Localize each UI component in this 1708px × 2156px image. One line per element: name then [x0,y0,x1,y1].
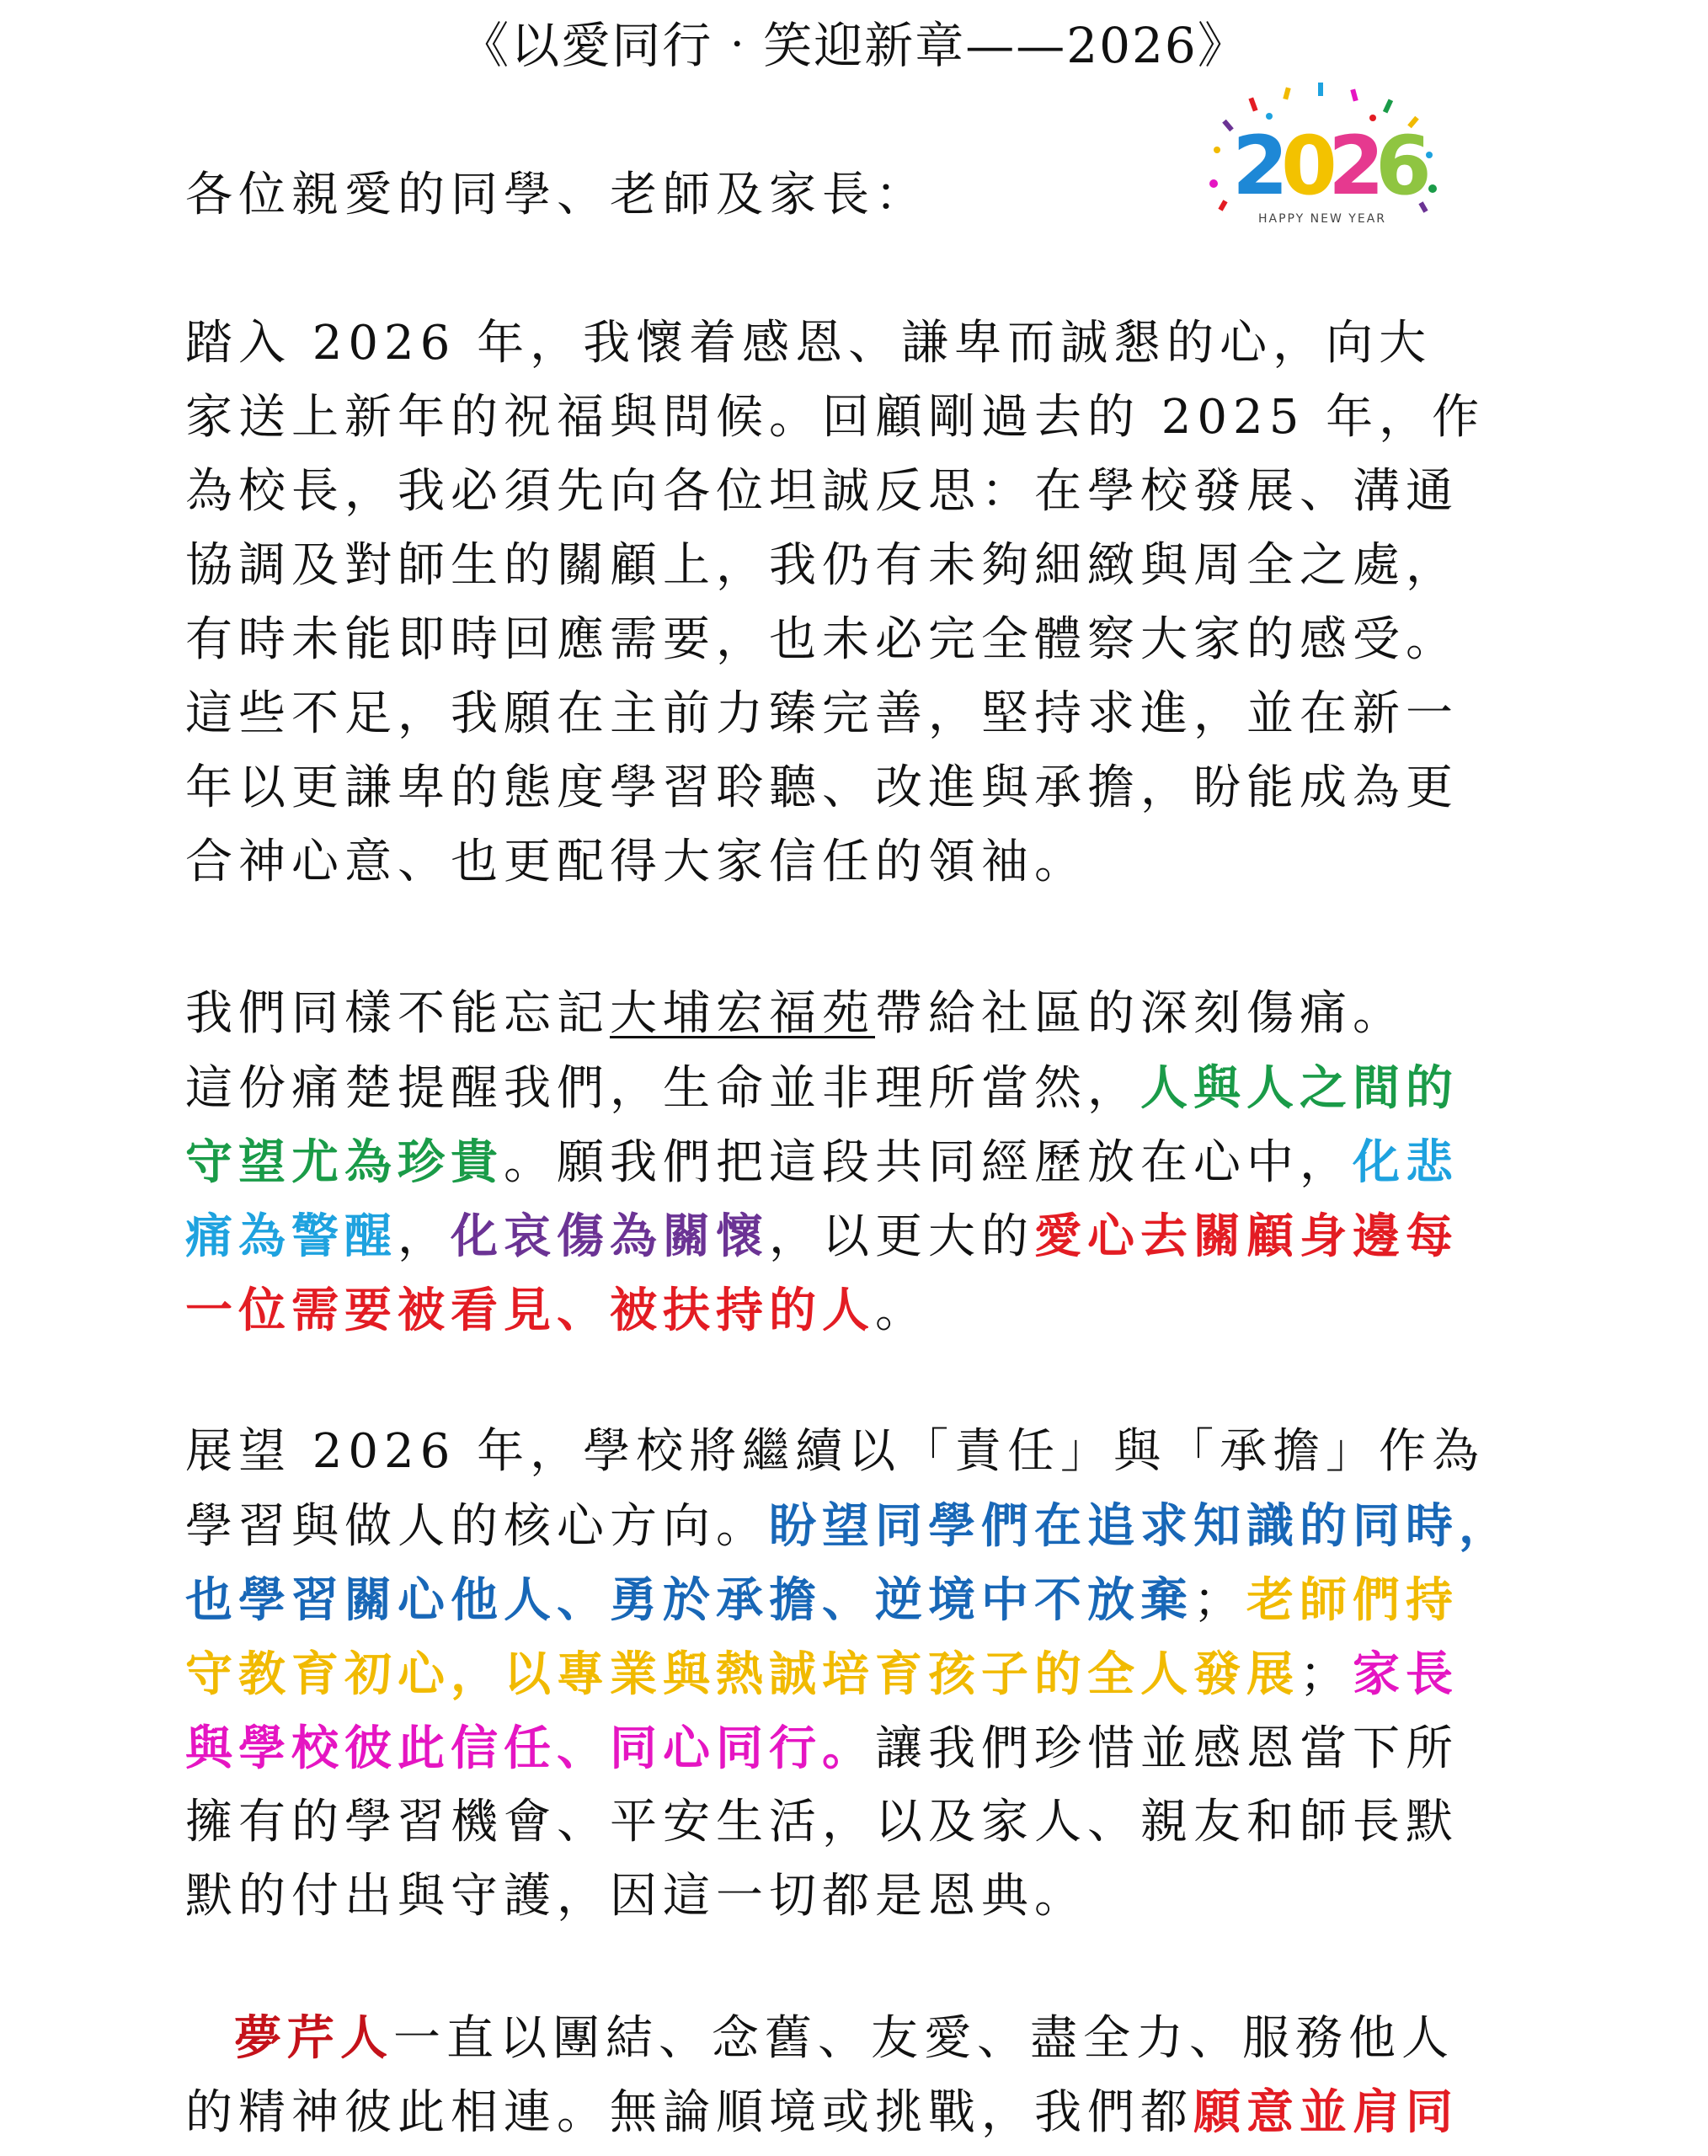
svg-text:0: 0 [1281,119,1337,213]
p4-line-1 [234,2001,1582,2075]
p3-line-3 [185,1563,1533,1637]
svg-text:2: 2 [1232,119,1289,213]
p1-line: 協調及對師生的關顧上，我仍有未夠細緻與周全之處， [185,538,1459,593]
paragraph-community-continued [185,2075,1533,2149]
text-run: 這份痛楚提醒我們，生命並非理所當然， [185,1061,1140,1116]
paragraph-community [234,2001,1582,2075]
magenta-highlight: 家長 [1353,1646,1459,1702]
p1-line: 合神心意、也更配得大家信任的領袖。 [185,835,1087,889]
blue-highlight: 盼望同學們在追求知識的同時， [769,1498,1512,1554]
greeting [185,158,1533,232]
red-highlight: 愛心去關顧身邊每 [1034,1209,1459,1264]
text-run: 我們同樣不能忘記 [185,986,610,1041]
p1-line: 為校長，我必須先向各位坦誠反思：在學校發展、溝通 [185,464,1459,519]
p1-line: 有時未能即時回應需要，也未必完全體察大家的感受。 [185,612,1459,667]
p2-line-5 [185,1273,1533,1348]
paragraph-reflection [185,307,1533,899]
text-run: ，以更大的 [769,1209,1034,1264]
text-run: ； [1300,1647,1353,1702]
green-highlight: 守望尤為珍貴 [185,1134,504,1190]
gold-highlight: 守教育初心，以專業與熱誠培育孩子的全人發展 [185,1646,1300,1702]
text-run: 。願我們把這段共同經歷放在心中， [504,1135,1353,1190]
p2-line-1 [185,977,1533,1051]
p3-line-6: 擁有的學習機會、平安生活，以及家人、親友和師長默 [185,1795,1459,1849]
green-highlight: 人與人之間的 [1140,1060,1459,1116]
text-run: 學習與做人的核心方向。 [185,1499,769,1554]
p3-line-1: 展望 2026 年，學校將繼續以「責任」與「承擔」作為 [185,1424,1486,1479]
paragraph-remembrance [185,977,1533,1348]
text-run: 一直以團結、念舊、友愛、盡全力、服務他人 [393,2011,1454,2066]
p1-line: 家送上新年的祝福與問候。回顧剛過去的 2025 年，作 [185,390,1486,445]
p2-line-4 [185,1199,1533,1273]
red-highlight: 願意並肩同 [1193,2084,1459,2140]
blue-highlight: 也學習關心他人、勇於承擔、逆境中不放棄 [185,1572,1193,1628]
text-run: ； [1193,1573,1246,1628]
purple-highlight: 化哀傷為關懷 [451,1209,769,1264]
underlined-place-name: 大埔宏福苑 [610,986,875,1041]
greeting-line: 各位親愛的同學、老師及家長： [185,168,928,222]
logo-caption: HAPPY NEW YEAR [1258,212,1386,226]
p4-line-2 [185,2075,1533,2149]
text-run: ， [398,1209,451,1264]
text-run: 的精神彼此相連。無論順境或挑戰，我們都 [185,2085,1193,2140]
text-run: 讓我們珍惜並感恩當下所 [875,1721,1459,1776]
p1-line: 年以更謙卑的態度學習聆聽、改進與承擔，盼能成為更 [185,760,1459,815]
p2-line-3 [185,1125,1533,1199]
text-run: 。 [875,1283,928,1338]
sky-highlight: 化悲 [1353,1134,1459,1190]
p3-line-5 [185,1711,1533,1785]
svg-text:6: 6 [1375,119,1432,213]
svg-text:2: 2 [1328,119,1385,213]
text-run: 帶給社區的深刻傷痛。 [875,986,1406,1041]
page-title: 《以愛同行‧笑迎新章——2026》 [460,17,1248,74]
p1-line: 這些不足，我願在主前力臻完善，堅持求進，並在新一 [185,686,1459,741]
paragraph-outlook [185,1415,1533,1934]
p3-line-2 [185,1489,1533,1563]
p3-line-7: 默的付出與守護，因這一切都是恩典。 [185,1869,1087,1924]
magenta-highlight: 與學校彼此信任、同心同行。 [185,1721,875,1776]
p2-line-2 [185,1051,1533,1125]
p3-line-4 [185,1637,1533,1711]
crimson-highlight: 夢芹人 [234,2010,393,2066]
gold-highlight: 老師們持 [1246,1572,1459,1628]
red-highlight: 一位需要被看見、被扶持的人 [185,1283,875,1338]
p1-line: 踏入 2026 年，我懷着感恩、謙卑而誠懇的心，向大 [185,316,1433,371]
sky-highlight: 痛為警醒 [185,1209,398,1264]
